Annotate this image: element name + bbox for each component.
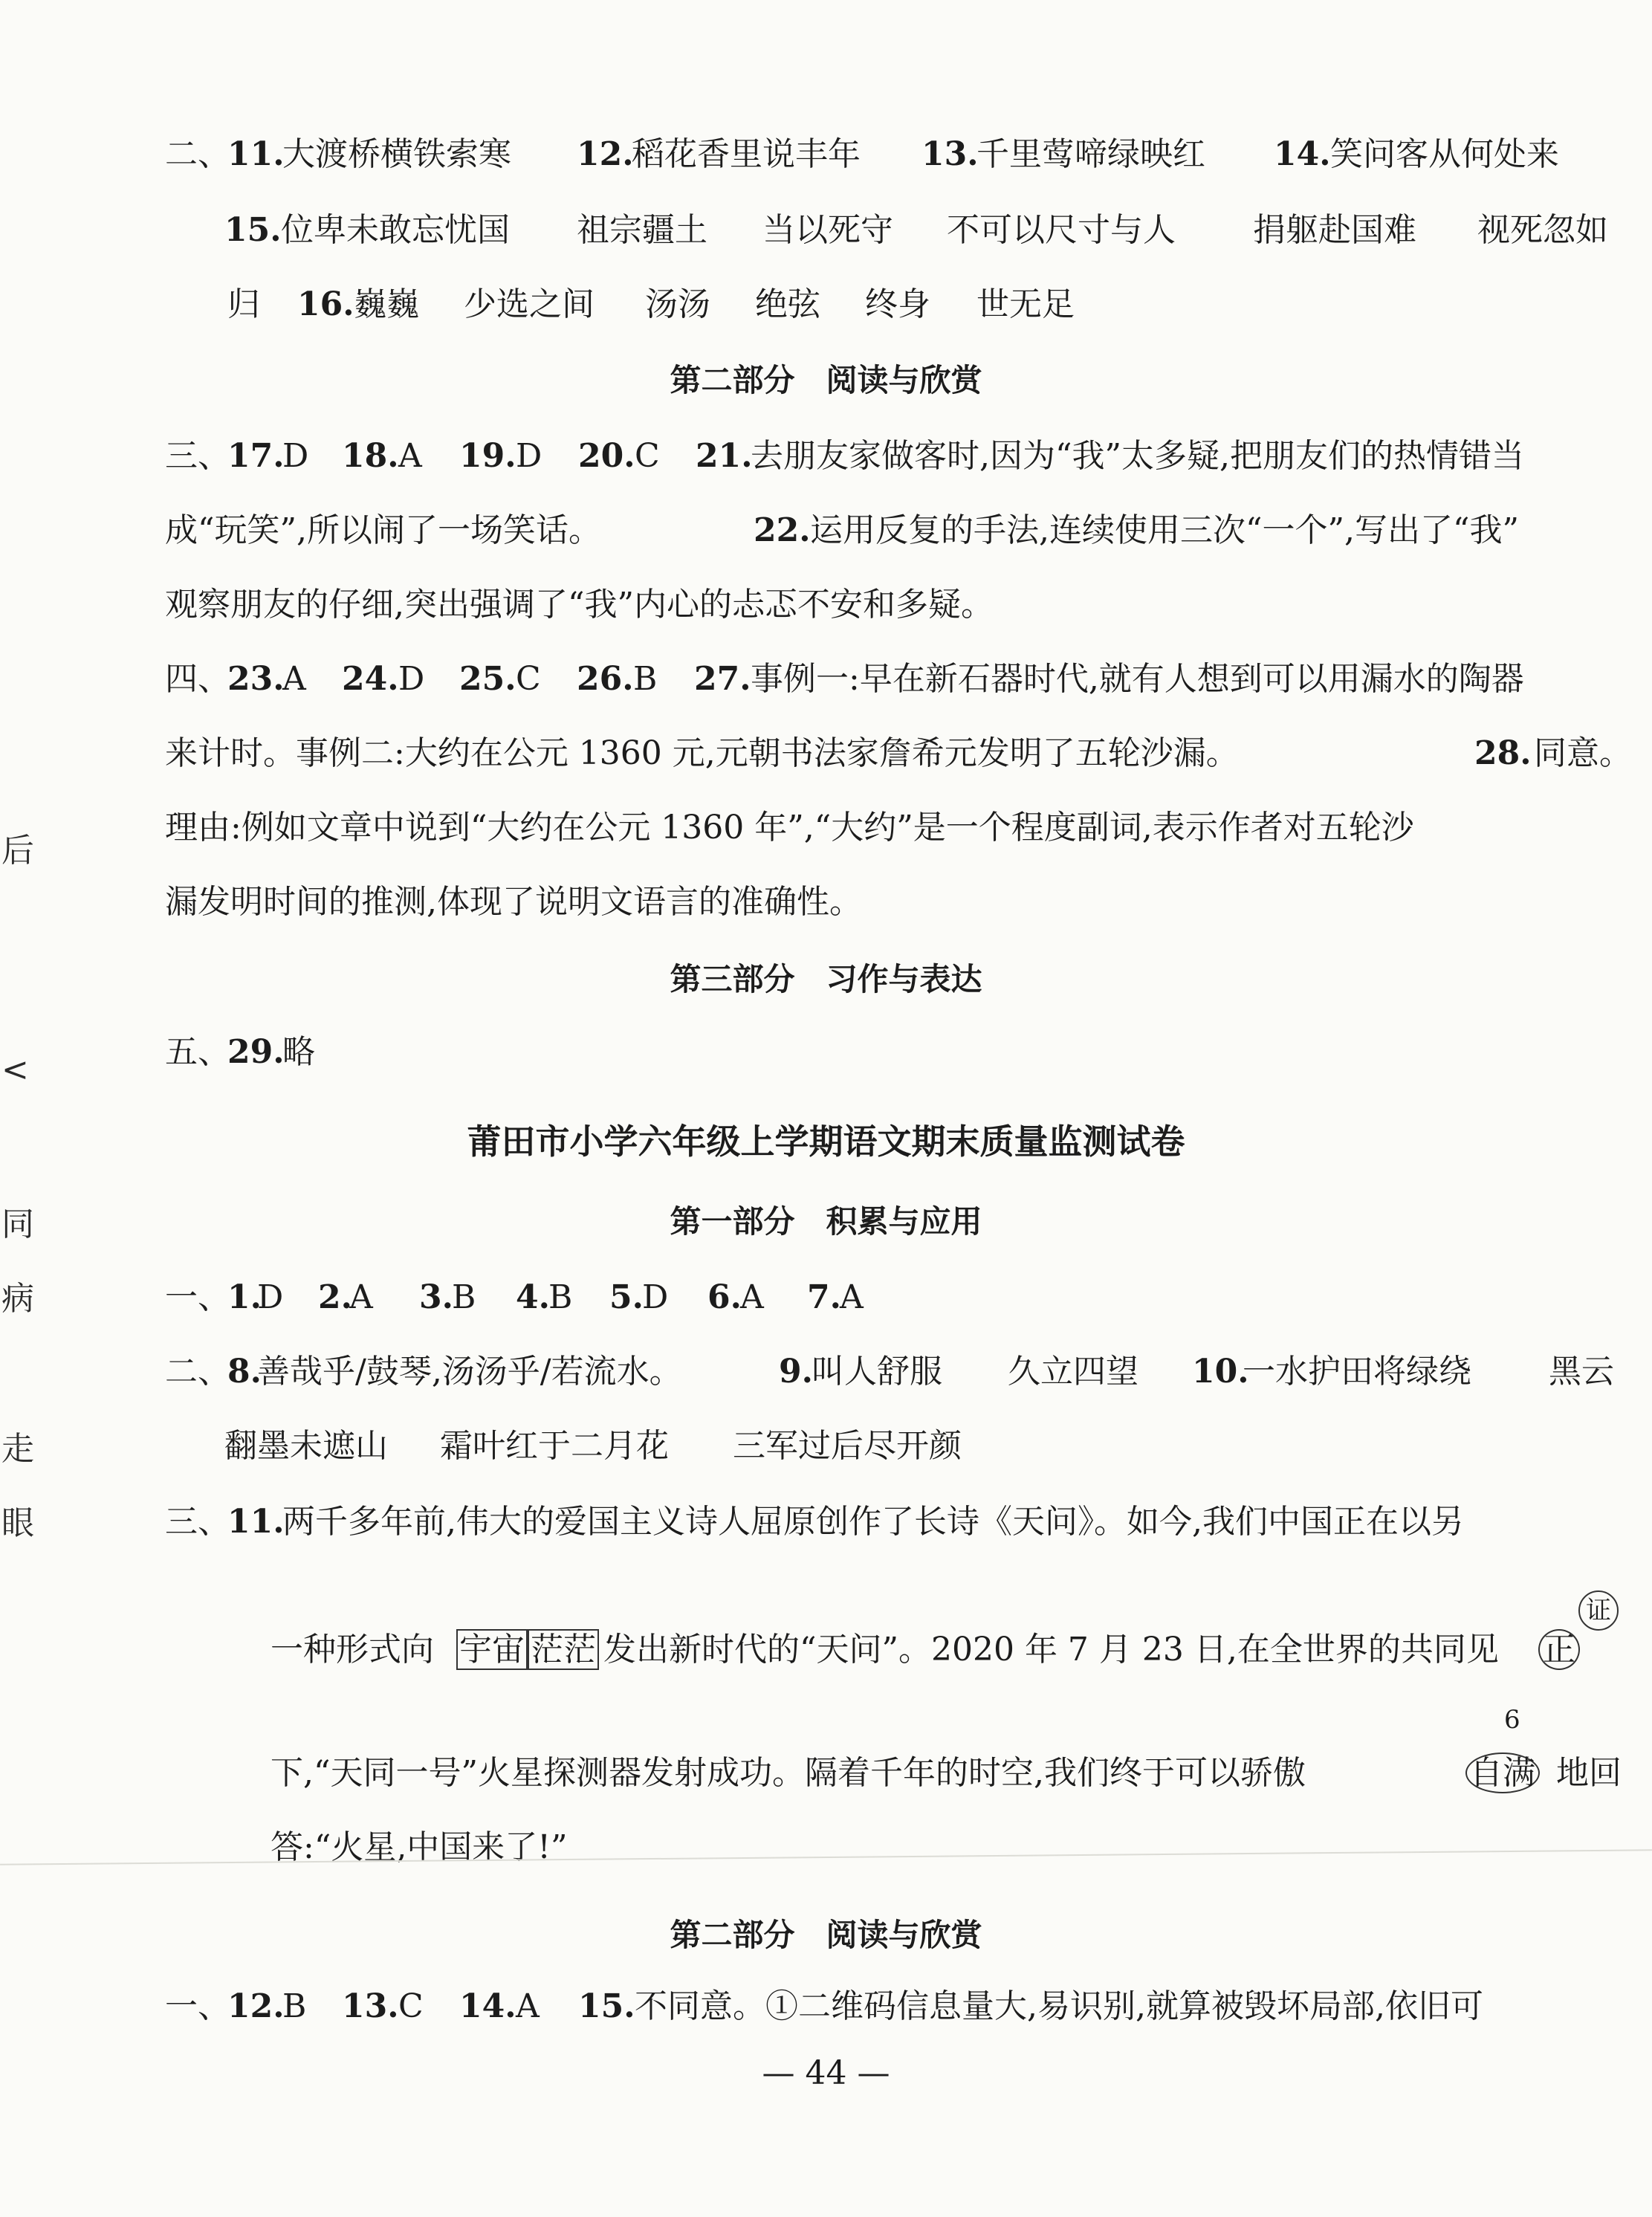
answer-text: 成“玩笑”,所以闹了一场笑话。 [165,511,601,549]
section-prefix: 二、 [165,1353,230,1391]
answer-text: 三军过后尽开颜 [733,1427,962,1465]
answer-line [0,873,1652,932]
answer-text: 当以死守 [762,211,893,249]
question-number: 12. [227,1987,285,2025]
answer-line [0,798,1652,858]
question-number: 15. [578,1987,635,2025]
answer-text: 两千多年前,伟大的爱国主义诗人屈原创作了长诗《天问》。如今,我们中国正在以另 [282,1503,1464,1541]
boxed-word [456,1620,599,1680]
answer-text: 巍巍 [354,285,419,323]
answer-text: A [349,1278,373,1316]
answer-line [0,1417,1652,1476]
section-prefix: 一、 [165,1278,230,1316]
answer-text: 少选之间 [464,285,595,323]
answer-text: 世无足 [976,285,1075,323]
part-heading: 第三部分 习作与表达 [670,961,982,997]
question-number: 14. [1274,135,1331,173]
answer-text: A [516,1987,540,2025]
margin-char-3: 同 [1,1205,34,1243]
answer-text: 汤汤 [645,285,710,323]
boxed-word-1: 宇宙 [456,1629,528,1670]
answer-line [0,650,1652,709]
question-number: 12. [577,135,634,173]
question-number: 6. [707,1278,742,1316]
question-number: 9. [779,1353,813,1391]
question-number: 3. [419,1278,453,1316]
margin-char-6: 眼 [1,1504,34,1542]
answer-text: 漏发明时间的推测,体现了说明文语言的准确性。 [165,883,862,921]
answer-line [0,427,1652,486]
answer-line [0,201,1652,260]
boxed-word-2: 茫茫 [528,1629,599,1670]
answer-text: 来计时。事例二:大约在公元 1360 元,元朝书法家詹希元发明了五轮沙漏。 [165,734,1239,772]
deletion-mark: 6 [1504,1705,1520,1735]
question-number: 13. [342,1987,399,2025]
answer-line [0,1818,1652,1877]
question-number: 23. [227,660,285,698]
section-prefix: 四、 [165,660,230,698]
answer-line [0,1744,1652,1803]
question-number: 29. [227,1033,285,1071]
answer-text: 地回 [1556,1754,1622,1792]
question-number: 20. [578,437,635,475]
answer-text: 不可以尺寸与人 [947,211,1176,249]
answer-text: 捐躯赴国难 [1253,211,1416,249]
correction-mark: 证 [1578,1590,1619,1631]
answer-text: 祖宗疆土 [577,211,707,249]
question-number: 28. [1474,734,1532,772]
answer-line [0,1977,1652,2036]
question-number: 22. [754,511,811,549]
answer-text: D [516,437,542,475]
circled-word [1465,1744,1540,1803]
answer-text: D [257,1278,284,1316]
question-number: 7. [807,1278,841,1316]
answer-text: 视死忽如 [1477,211,1608,249]
circled-char: 正 [1538,1629,1580,1670]
answer-text: C [398,1987,424,2025]
answer-line [0,724,1652,783]
answer-text: 终身 [865,285,930,323]
section-prefix: 二、 [165,135,230,173]
answer-line [0,1268,1652,1327]
question-number: 5. [609,1278,644,1316]
answer-line [0,1023,1652,1082]
question-number: 16. [297,285,354,323]
question-number: 1. [227,1278,262,1316]
margin-char-2: < [1,1051,29,1089]
answer-text: 霜叶红于二月花 [440,1427,669,1465]
answer-line [0,125,1652,184]
answer-text: B [282,1987,307,2025]
question-number: 14. [459,1987,516,2025]
answer-text: 翻墨未遮山 [224,1427,388,1465]
question-number: 2. [318,1278,352,1316]
answer-text: A [282,660,306,698]
question-number: 25. [459,660,516,698]
answer-text: 发出新时代的“天问”。2020 年 7 月 23 日,在全世界的共同见 [603,1631,1499,1669]
part-heading: 第二部分 阅读与欣赏 [670,362,982,398]
margin-char-5: 走 [1,1430,34,1468]
circled-word [1538,1620,1580,1680]
answer-text: B [452,1278,476,1316]
margin-char-1: 后 [1,832,34,870]
question-number: 11. [227,135,285,173]
answer-text: 善哉乎/鼓琴,汤汤乎/若流水。 [257,1353,682,1391]
question-number: 11. [227,1503,285,1541]
section-prefix: 三、 [165,1503,230,1541]
answer-text: 理由:例如文章中说到“大约在公元 1360 年”,“大约”是一个程度副词,表示作者对五轮沙 [165,809,1414,847]
answer-text: 叫人舒服 [812,1353,942,1391]
answer-text: 事例一:早在新石器时代,就有人想到可以用漏水的陶器 [751,660,1524,698]
question-number: 8. [227,1353,262,1391]
answer-text: C [635,437,660,475]
answer-text: A [740,1278,764,1316]
question-number: 24. [342,660,399,698]
section-prefix: 一、 [165,1987,230,2025]
part-heading: 第一部分 积累与应用 [670,1203,982,1240]
answer-text: 一水护田将绿绕 [1243,1353,1471,1391]
answer-line [0,1620,1652,1680]
answer-text: 千里莺啼绿映红 [976,135,1205,173]
answer-text: 一种形式向 [271,1631,434,1669]
part-heading: 第二部分 阅读与欣赏 [670,1917,982,1953]
margin-char-4: 病 [1,1280,34,1318]
question-number: 27. [694,660,751,698]
question-number: 18. [342,437,399,475]
answer-line [0,1342,1652,1402]
answer-line [0,1492,1652,1552]
question-number: 15. [224,211,282,249]
answer-line [0,575,1652,635]
answer-line [0,501,1652,560]
answer-text: D [398,660,425,698]
answer-text: 绝弦 [755,285,820,323]
answer-text: 黑云 [1549,1353,1614,1391]
question-number: 4. [516,1278,550,1316]
answer-text: 观察朋友的仔细,突出强调了“我”内心的忐忑不安和多疑。 [165,586,994,624]
circled-word-zimann: 自满 [1465,1752,1540,1793]
section-prefix: 五、 [165,1033,230,1071]
answer-text: 大渡桥横铁索寒 [282,135,511,173]
answer-text: A [398,437,422,475]
answer-text: 笑问客从何处来 [1330,135,1559,173]
question-number: 17. [227,437,285,475]
answer-text: 久立四望 [1008,1353,1138,1391]
question-number: 19. [459,437,516,475]
exam-title: 莆田市小学六年级上学期语文期末质量监测试卷 [467,1122,1185,1162]
answer-text: 答:“火星,中国来了!” [271,1828,568,1866]
section-prefix: 三、 [165,437,230,475]
answer-line [0,275,1652,334]
answer-text: B [633,660,658,698]
answer-text: C [516,660,541,698]
question-number: 13. [921,135,979,173]
page-number: — 44 — [762,2054,890,2092]
question-number: 21. [696,437,753,475]
answer-text: 同意。 [1534,734,1632,772]
question-number: 26. [577,660,634,698]
answer-text: 略 [282,1033,315,1071]
answer-text: 归 [227,285,260,323]
answer-text: D [642,1278,669,1316]
question-number: 10. [1192,1353,1249,1391]
answer-text: B [548,1278,573,1316]
answer-text: 位卑未敢忘忧国 [281,211,510,249]
answer-text: D [282,437,309,475]
answer-text: 稻花香里说丰年 [632,135,861,173]
answer-text: A [840,1278,864,1316]
answer-text: 去朋友家做客时,因为“我”太多疑,把朋友们的热情错当 [751,437,1524,475]
answer-text: 下,“天同一号”火星探测器发射成功。隔着千年的时空,我们终于可以骄傲 [271,1754,1306,1792]
answer-text: 不同意。①二维码信息量大,易识别,就算被毁坏局部,依旧可 [635,1987,1483,2025]
answer-text: 运用反复的手法,连续使用三次“一个”,写出了“我” [810,511,1519,549]
